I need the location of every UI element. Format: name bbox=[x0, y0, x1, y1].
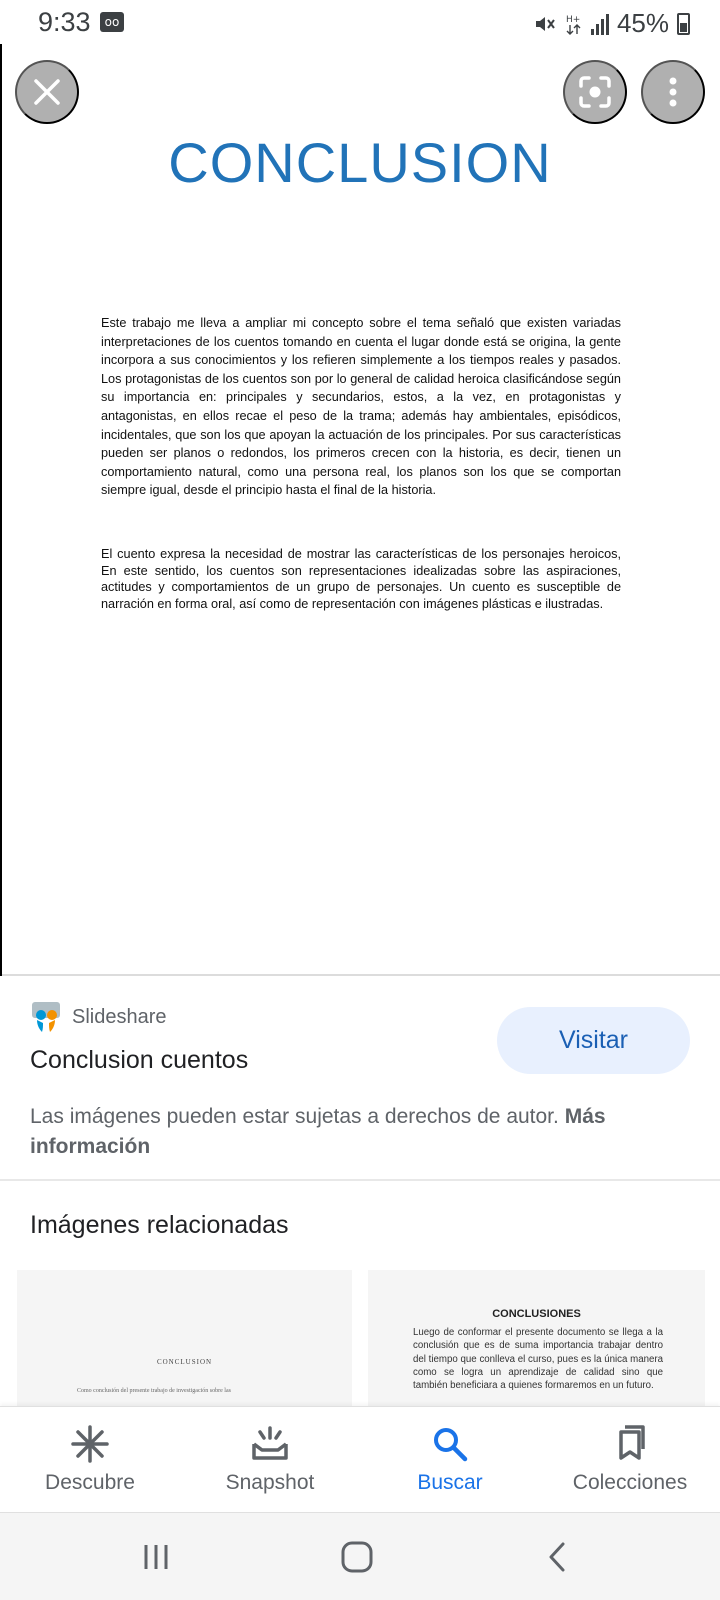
document-title: CONCLUSION bbox=[168, 131, 552, 194]
nav-item-colecciones[interactable] bbox=[540, 1407, 720, 1512]
snapshot-icon bbox=[249, 1423, 291, 1465]
document-paragraph-2: El cuento expresa la necesidad de mostrar las características de los personajes heroicos, En este sentido, los cuentos son representaciones idealizadas sobre las aspiraciones, actitudes y comportamientos de un grupo de personajes. Un cuento es susceptible de narración en forma oral, así como de representación con imágenes plásticas e ilustradas. bbox=[101, 547, 621, 611]
bottom-navigation bbox=[0, 1406, 720, 1512]
more-info-link[interactable]: Más información bbox=[30, 1105, 606, 1158]
nav-label-colecciones: Colecciones bbox=[572, 1471, 688, 1494]
nav-item-snapshot[interactable] bbox=[180, 1407, 360, 1512]
document-paragraph-1: Este trabajo me lleva a ampliar mi concepto sobre el tema señaló que existen variadas interpretaciones de los cuentos tomando en cuenta el lugar donde está se origina, la gente incorpora a sus conocimientos y los refieren simplemente a los tiempos reales y pasados. Los protagonistas de los cuentos son por lo general de calidad heroica clasificándose según su importancia en: principales y secundarios, estos, a la vez, en protagonistas y antagonistas, en ellos recae el peso de la trama; además hay ambientales, episódicos, incidentales, que son los que apoyan la actuación de los principales. Por sus características pueden ser planos o redondos, los primeros crecen con la historia, es decir, tienen un comportamiento natural, como una persona real, los planos son los que se comportan siempre igual, desde el principio hasta el final de la historia. bbox=[101, 316, 621, 498]
status-time: 9:33 bbox=[38, 7, 91, 37]
back-button[interactable] bbox=[536, 1535, 580, 1579]
copyright-text: Las imágenes pueden estar sujetas a derechos de autor. bbox=[30, 1105, 559, 1128]
recent-apps-icon bbox=[141, 1542, 171, 1572]
related-image-2-title: CONCLUSIONES bbox=[492, 1308, 581, 1320]
related-image-2-text: Luego de conformar el presente documento se llega a la conclusión que es de suma importancia trabajar dentro del tiempo que conlleva el curso, pues es la única manera como se logra un aprendizaje de calidad sino que también beneficiara a quienes formaremos en un futuro. bbox=[413, 1327, 663, 1392]
close-button[interactable] bbox=[15, 60, 79, 124]
search-icon bbox=[429, 1423, 471, 1465]
asterisk-icon bbox=[69, 1423, 111, 1465]
lens-button[interactable] bbox=[563, 60, 627, 124]
nav-label-snapshot: Snapshot bbox=[225, 1471, 315, 1494]
battery-percentage: 45% bbox=[616, 8, 669, 38]
home-icon bbox=[340, 1540, 374, 1574]
copyright-notice bbox=[30, 1102, 690, 1162]
related-image-1[interactable] bbox=[17, 1270, 352, 1406]
close-icon bbox=[32, 77, 62, 107]
hplus-icon bbox=[565, 12, 583, 36]
visit-button[interactable]: Visitar bbox=[497, 1007, 690, 1074]
battery-icon bbox=[677, 13, 690, 35]
lens-icon bbox=[578, 75, 612, 109]
related-image-2[interactable] bbox=[368, 1270, 705, 1406]
signal-icon bbox=[591, 13, 609, 35]
slideshare-logo-icon bbox=[30, 1000, 62, 1034]
image-viewer[interactable] bbox=[0, 44, 720, 976]
related-image-1-text: Como conclusión del presente trabajo de investigación sobre las bbox=[77, 1388, 231, 1394]
nav-label-descubre: Descubre bbox=[45, 1471, 135, 1494]
recent-apps-button[interactable] bbox=[134, 1535, 178, 1579]
status-icons bbox=[533, 8, 690, 39]
source-name: Slideshare bbox=[72, 1005, 167, 1028]
collections-icon bbox=[609, 1423, 651, 1465]
back-icon bbox=[543, 1540, 573, 1574]
system-navigation-bar bbox=[0, 1512, 720, 1600]
status-bar bbox=[0, 0, 720, 44]
voicemail-icon: oo bbox=[100, 12, 124, 32]
result-title[interactable]: Conclusion cuentos bbox=[30, 1046, 249, 1074]
nav-item-descubre[interactable] bbox=[0, 1407, 180, 1512]
svg-text:H+: H+ bbox=[565, 14, 581, 25]
mute-icon bbox=[533, 12, 557, 36]
nav-item-buscar[interactable] bbox=[360, 1407, 540, 1512]
home-button[interactable] bbox=[335, 1535, 379, 1579]
more-options-button[interactable] bbox=[641, 60, 705, 124]
source-row[interactable] bbox=[30, 1000, 167, 1034]
related-images-title: Imágenes relacionadas bbox=[30, 1211, 289, 1239]
nav-label-buscar: Buscar bbox=[417, 1471, 483, 1494]
more-vertical-icon bbox=[668, 76, 678, 108]
divider bbox=[0, 1179, 720, 1181]
related-image-1-title: CONCLUSION bbox=[156, 1358, 213, 1366]
